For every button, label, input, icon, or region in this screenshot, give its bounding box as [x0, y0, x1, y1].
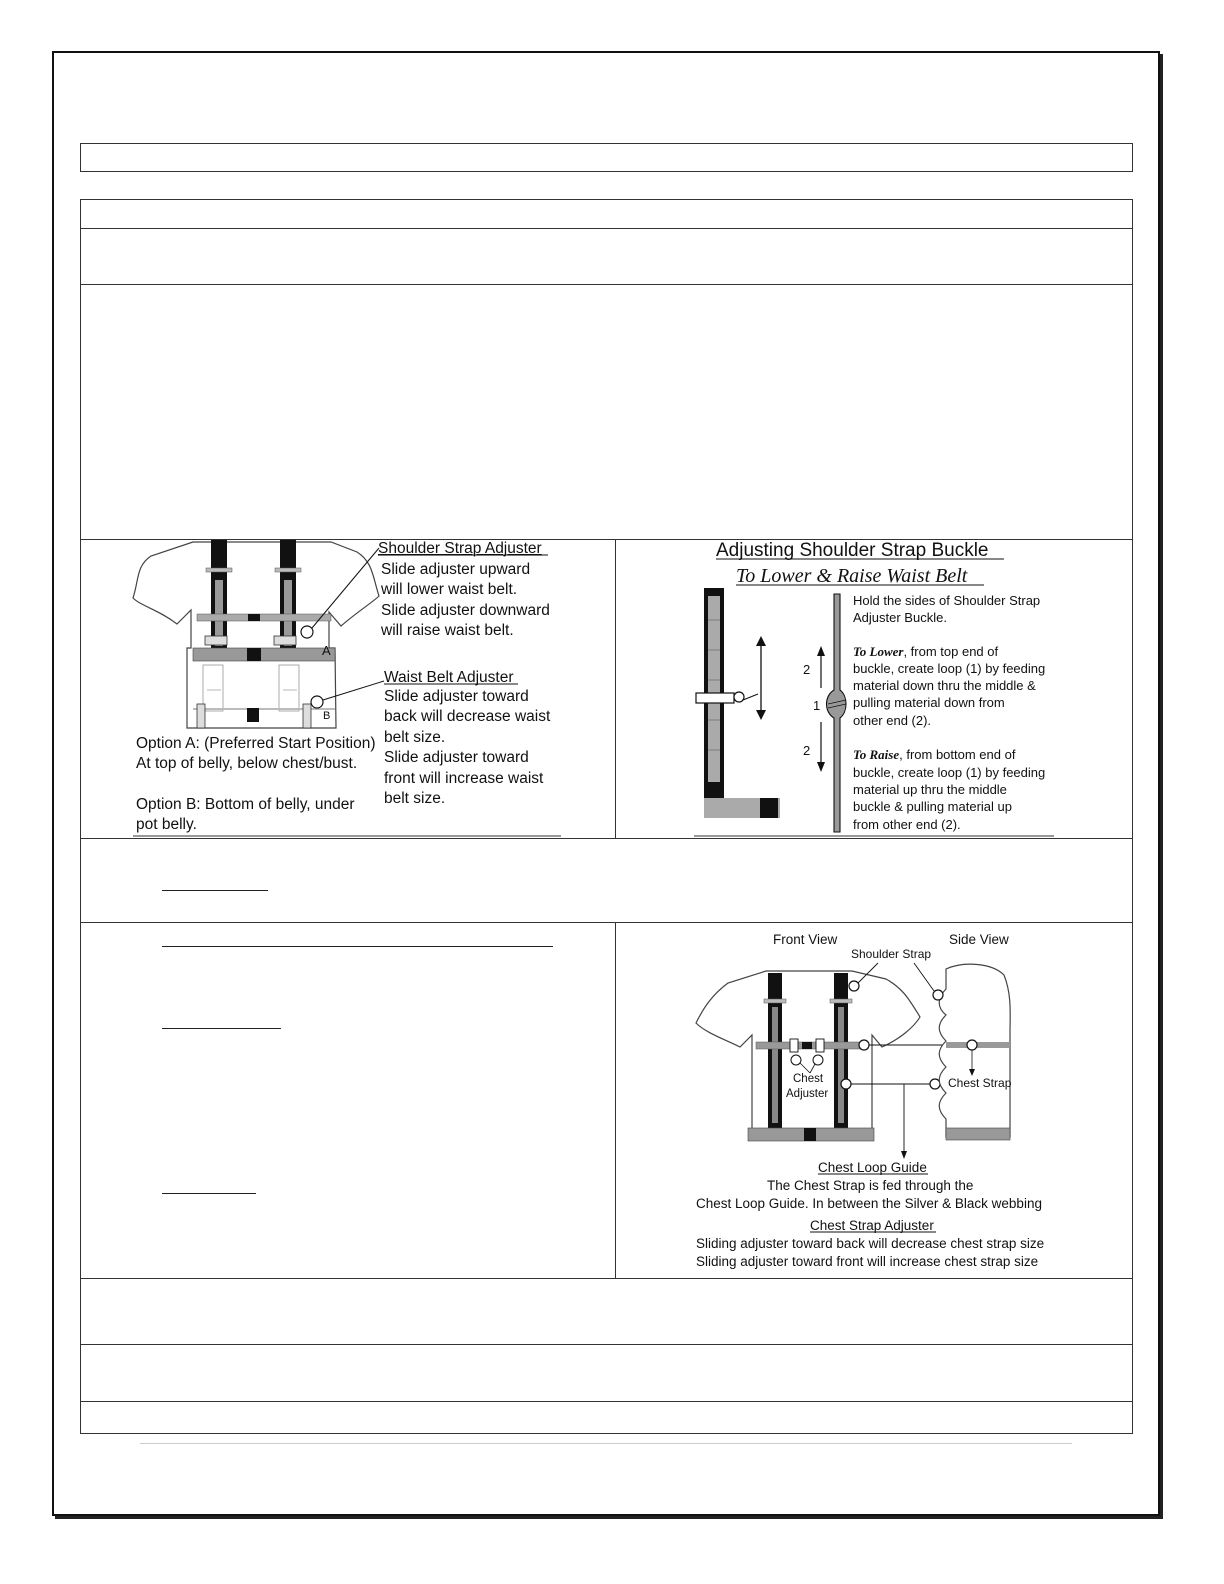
table-row-8 — [80, 1344, 1133, 1402]
lower-line: buckle, create loop (1) by feeding — [853, 661, 1046, 676]
chest-adjuster-label: Adjuster — [786, 1088, 829, 1100]
raise-line: buckle & pulling material up — [853, 799, 1012, 814]
raise-line: material up thru the middle — [853, 782, 1007, 797]
buckle — [696, 693, 734, 703]
lower-line: pulling material down from — [853, 695, 1005, 710]
loop-guide-title: Chest Loop Guide — [818, 1160, 927, 1175]
option-b-line: pot belly. — [136, 816, 197, 833]
shoulder-adjuster-line: Slide adjuster upward — [381, 561, 531, 578]
chest-adjuster-label: Chest — [793, 1073, 824, 1085]
waist-adjuster-line: belt size. — [384, 790, 446, 807]
buckle-figure — [616, 540, 1132, 838]
marker-b-circle — [311, 696, 323, 708]
strap-adjuster-title: Chest Strap Adjuster — [810, 1218, 934, 1233]
underline-blank-2 — [162, 946, 553, 947]
raise-label: To Raise — [853, 747, 900, 762]
table-row-9 — [80, 1401, 1133, 1434]
strap-adjuster-line: Sliding adjuster toward front will increase chest strap size — [696, 1254, 1039, 1269]
hold-line: Adjuster Buckle. — [853, 610, 947, 625]
front-view-label: Front View — [773, 932, 838, 947]
raise-line: , from bottom end of — [899, 747, 1016, 762]
waist-adjuster-line: front will increase waist — [384, 770, 544, 787]
chest-strap-figure — [616, 923, 1132, 1278]
shoulder-adjuster-title: Shoulder Strap Adjuster — [378, 540, 542, 557]
marker-a-circle — [301, 626, 313, 638]
waist-belt-figure — [81, 540, 614, 838]
shoulder-adjuster-line: will raise waist belt. — [381, 622, 514, 639]
table-row-5 — [80, 838, 1133, 923]
side-view-label: Side View — [949, 932, 1009, 947]
table-row-7 — [80, 1278, 1133, 1345]
table-row-3 — [80, 284, 1133, 540]
marker-b-label: B — [323, 710, 331, 722]
buckle-title: Adjusting Shoulder Strap Buckle — [716, 540, 989, 561]
step-1: 1 — [813, 698, 821, 713]
shoulder-strap-label: Shoulder Strap — [851, 947, 932, 961]
loop-guide-line: The Chest Strap is fed through the — [767, 1178, 974, 1193]
table-row-2 — [80, 228, 1133, 285]
shoulder-adjuster-line: will lower waist belt. — [381, 581, 518, 598]
thin-strap — [827, 594, 847, 832]
waist-adjuster-line: Slide adjuster toward — [384, 688, 529, 705]
step-2-top: 2 — [803, 662, 811, 677]
lower-line: other end (2). — [853, 713, 932, 728]
waist-belt-a — [193, 648, 335, 661]
shoulder-adjuster-line: Slide adjuster downward — [381, 602, 550, 619]
lower-line: , from top end of — [903, 644, 999, 659]
strap-adjuster-line: Sliding adjuster toward back will decrease chest strap size — [696, 1236, 1045, 1251]
waist-adjuster-title: Waist Belt Adjuster — [384, 669, 514, 686]
lower-instruction — [853, 644, 999, 659]
raise-instruction — [853, 747, 1016, 762]
waist-adjuster-line: back will decrease waist — [384, 708, 551, 725]
option-a-line: Option A: (Preferred Start Position) — [136, 735, 376, 752]
loop-guide-line: Chest Loop Guide. In between the Silver & Black webbing — [696, 1196, 1042, 1211]
side-view-outline — [939, 964, 1010, 1137]
header-box — [80, 143, 1133, 172]
buckle-subtitle: To Lower & Raise Waist Belt — [736, 565, 968, 587]
front-shirt-outline — [696, 971, 920, 1135]
underline-blank-3 — [162, 1028, 281, 1029]
lower-label: To Lower — [853, 644, 904, 659]
footer-rule — [140, 1443, 1072, 1444]
waist-adjuster-line: belt size. — [384, 729, 446, 746]
raise-line: from other end (2). — [853, 817, 961, 832]
harness-shirt-outline — [133, 542, 379, 728]
option-a-line: At top of belly, below chest/bust. — [136, 755, 358, 772]
lower-line: material down thru the middle & — [853, 678, 1036, 693]
raise-line: buckle, create loop (1) by feeding — [853, 765, 1046, 780]
option-b-line: Option B: Bottom of belly, under — [136, 796, 355, 813]
table-row-1 — [80, 199, 1133, 229]
underline-blank-4 — [162, 1193, 256, 1194]
waist-adjuster-line: Slide adjuster toward — [384, 749, 529, 766]
step-2-bottom: 2 — [803, 743, 811, 758]
chest-strap-label: Chest Strap — [948, 1076, 1012, 1090]
marker-a-label: A — [322, 643, 331, 658]
hold-line: Hold the sides of Shoulder Strap — [853, 593, 1041, 608]
underline-blank-1 — [162, 890, 268, 891]
